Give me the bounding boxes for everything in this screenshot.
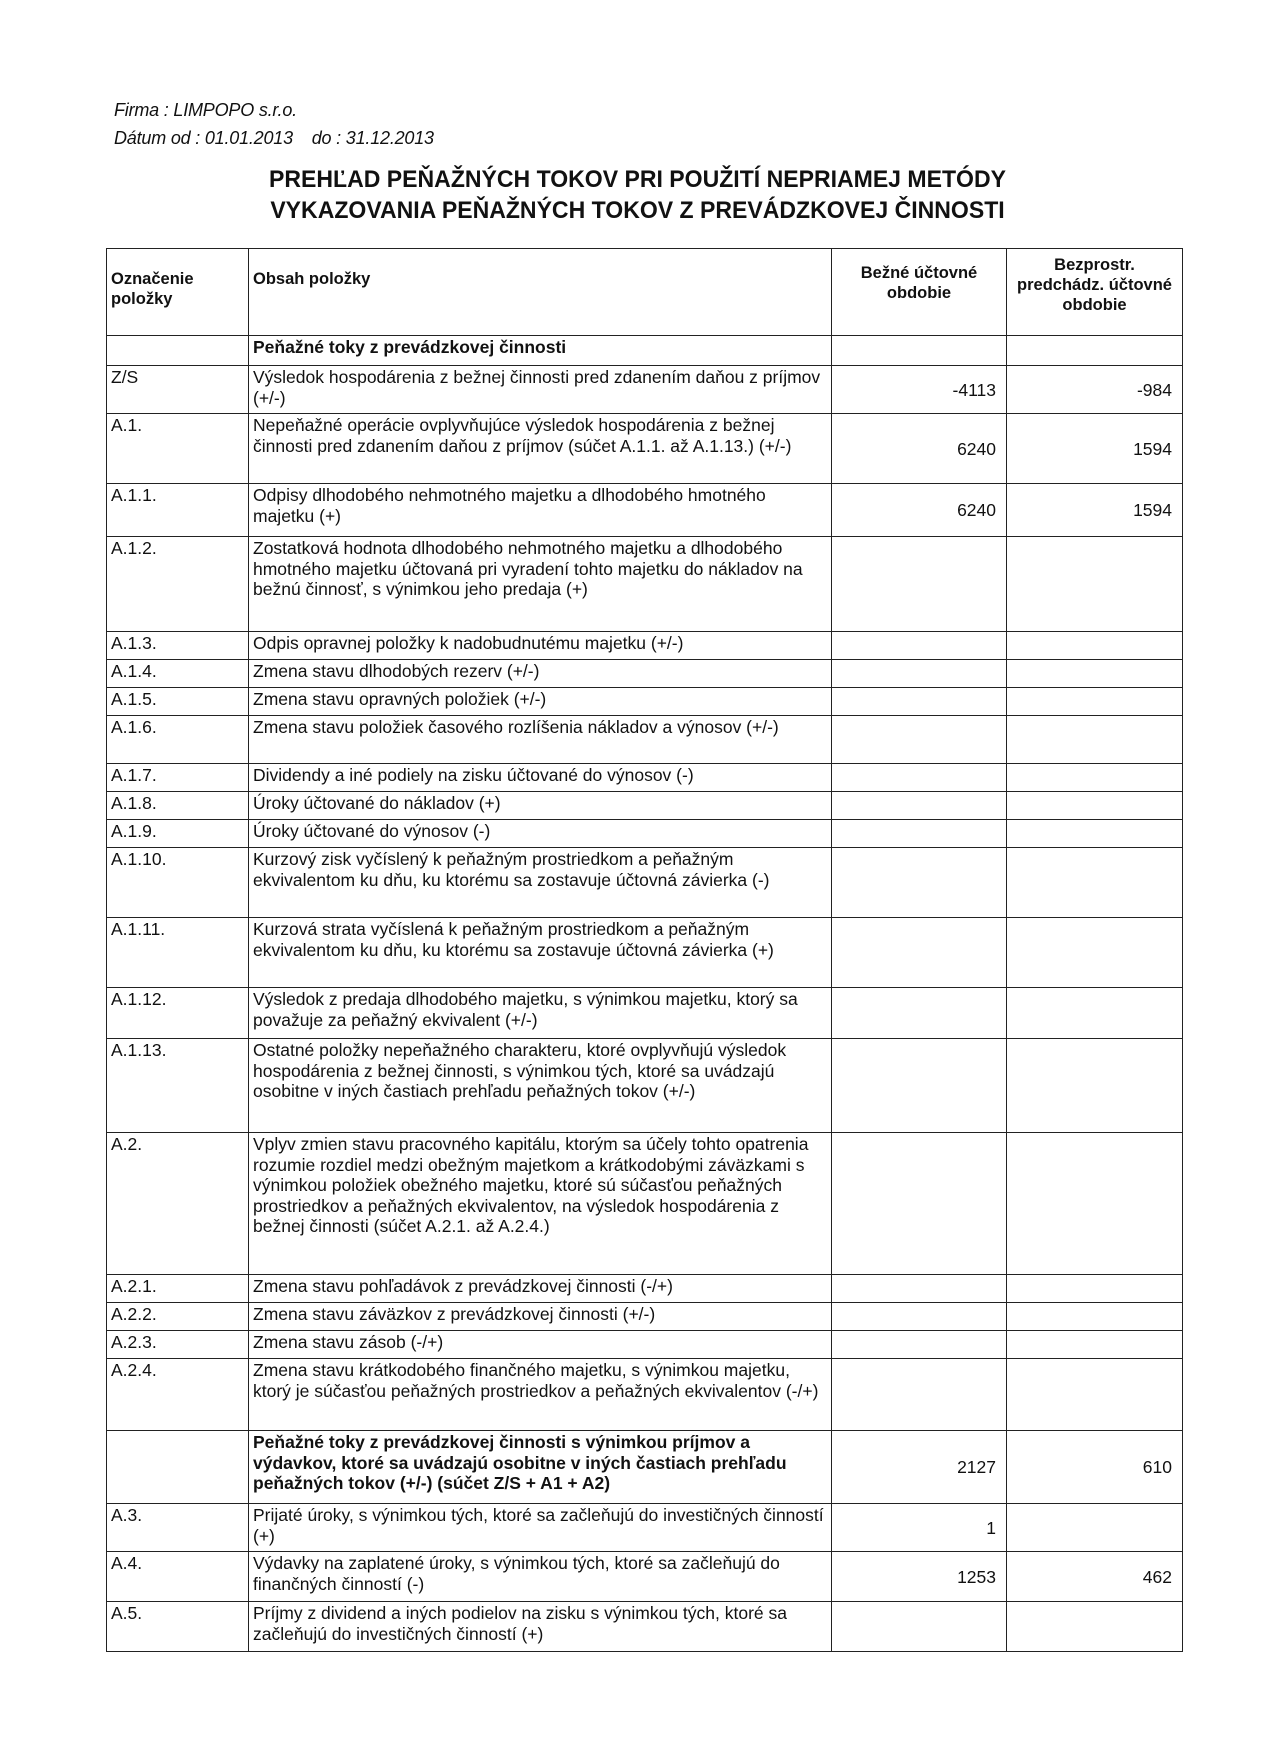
row-current-value [832,764,1007,792]
row-current-value [832,716,1007,764]
row-current-value [832,918,1007,988]
row-code: A.2.3. [107,1331,249,1359]
row-content: Nepeňažné operácie ovplyvňujúce výsledok hospodárenia z bežnej činnosti pred zdanením daňou z príjmov (súčet A.1.1. až A.1.13.) (+/-) [249,414,832,484]
row-code: A.1.1. [107,484,249,537]
row-code: A.5. [107,1602,249,1652]
column-header-content: Obsah položky [249,249,832,336]
row-previous-value [1007,660,1183,688]
table-row [107,1431,1183,1504]
row-previous-value [1007,1359,1183,1431]
table-row [107,988,1183,1039]
row-previous-value [1007,1303,1183,1331]
row-code: A.1.12. [107,988,249,1039]
row-previous-value [1007,792,1183,820]
row-content: Výsledok z predaja dlhodobého majetku, s výnimkou majetku, ktorý sa považuje za peňažný ekvivalent (+/-) [249,988,832,1039]
row-previous-value [1007,1039,1183,1133]
row-code: A.1. [107,414,249,484]
row-content: Príjmy z dividend a iných podielov na zisku s výnimkou tých, ktoré sa začleňujú do investičných činností (+) [249,1602,832,1652]
row-content: Odpisy dlhodobého nehmotného majetku a dlhodobého hmotného majetku (+) [249,484,832,537]
row-code: A.2. [107,1133,249,1275]
row-previous-value: 462 [1007,1552,1183,1602]
row-previous-value [1007,1602,1183,1652]
table-row [107,660,1183,688]
row-previous-value: 1594 [1007,484,1183,537]
row-code [107,1431,249,1504]
row-content: Zmena stavu dlhodobých rezerv (+/-) [249,660,832,688]
row-content: Zmena stavu pohľadávok z prevádzkovej činnosti (-/+) [249,1275,832,1303]
row-previous-value [1007,918,1183,988]
row-previous-value [1007,1331,1183,1359]
row-content: Dividendy a iné podiely na zisku účtované do výnosov (-) [249,764,832,792]
table-row [107,1275,1183,1303]
table-row [107,1039,1183,1133]
row-code: A.2.1. [107,1275,249,1303]
table-row [107,918,1183,988]
table-row [107,1602,1183,1652]
row-previous-value: -984 [1007,366,1183,414]
row-current-value: 1 [832,1504,1007,1552]
row-current-value: 6240 [832,414,1007,484]
row-current-value [832,1275,1007,1303]
row-code: A.1.10. [107,848,249,918]
row-previous-value [1007,632,1183,660]
table-row [107,688,1183,716]
row-current-value [832,1303,1007,1331]
row-code: A.1.3. [107,632,249,660]
row-current-value [832,1359,1007,1431]
row-content: Kurzová strata vyčíslená k peňažným prostriedkom a peňažným ekvivalentom ku dňu, ku ktorému sa zostavuje účtovná závierka (+) [249,918,832,988]
row-current-value [832,688,1007,716]
column-header-current: Bežné účtovné obdobie [832,249,1007,336]
row-current-value: 2127 [832,1431,1007,1504]
table-row [107,1331,1183,1359]
row-previous-value [1007,537,1183,632]
row-code: A.1.5. [107,688,249,716]
table-row [107,366,1183,414]
row-previous-value [1007,716,1183,764]
row-code [107,336,249,366]
row-previous-value [1007,848,1183,918]
row-code: A.1.4. [107,660,249,688]
row-current-value [832,848,1007,918]
row-current-value [832,537,1007,632]
table-row [107,792,1183,820]
row-code: A.1.2. [107,537,249,632]
row-previous-value [1007,1275,1183,1303]
table-row [107,1303,1183,1331]
row-previous-value [1007,688,1183,716]
row-code: A.1.6. [107,716,249,764]
row-content: Ostatné položky nepeňažného charakteru, ktoré ovplyvňujú výsledok hospodárenia z bežnej činnosti, s výnimkou tých, ktoré sa uvádzajú osobitne v iných častiach prehľadu peňažných tokov (+/-) [249,1039,832,1133]
cash-flow-table [106,248,1183,1652]
row-code: A.2.2. [107,1303,249,1331]
table-row [107,716,1183,764]
row-code: A.1.9. [107,820,249,848]
row-content: Zmena stavu položiek časového rozlíšenia nákladov a výnosov (+/-) [249,716,832,764]
row-current-value: -4113 [832,366,1007,414]
document-title [26,164,1250,226]
row-current-value [832,660,1007,688]
row-content: Prijaté úroky, s výnimkou tých, ktoré sa začleňujú do investičných činností (+) [249,1504,832,1552]
row-current-value [832,1602,1007,1652]
column-header-previous: Bezprostr. predchádz. účtovné obdobie [1007,249,1183,336]
row-code: Z/S [107,366,249,414]
row-previous-value [1007,1504,1183,1552]
row-code: A.1.13. [107,1039,249,1133]
row-code: A.1.8. [107,792,249,820]
table-row [107,1504,1183,1552]
table-row [107,632,1183,660]
row-current-value [832,1133,1007,1275]
row-content: Úroky účtované do výnosov (-) [249,820,832,848]
table-header-row [107,249,1183,336]
table-row [107,1359,1183,1431]
row-code: A.3. [107,1504,249,1552]
row-current-value [832,1331,1007,1359]
row-content: Vplyv zmien stavu pracovného kapitálu, ktorým sa účely tohto opatrenia rozumie rozdiel medzi obežným majetkom a krátkodobými záväzkami s výnimkou položiek obežného majetku, ktoré sú súčasťou peňažných prostriedkov a peňažných ekvivalentov, na výsledok hospodárenia z bežnej činnosti (súčet A.2.1. až A.2.4.) [249,1133,832,1275]
title-line-1: PREHĽAD PEŇAŽNÝCH TOKOV PRI POUŽITÍ NEPRIAMEJ METÓDY [269,166,1006,193]
row-current-value [832,632,1007,660]
row-previous-value [1007,820,1183,848]
row-current-value: 6240 [832,484,1007,537]
table-row [107,820,1183,848]
table-row [107,1133,1183,1275]
row-previous-value [1007,988,1183,1039]
row-content: Odpis opravnej položky k nadobudnutému majetku (+/-) [249,632,832,660]
table-row [107,848,1183,918]
row-current-value [832,820,1007,848]
row-previous-value [1007,764,1183,792]
row-current-value: 1253 [832,1552,1007,1602]
row-current-value [832,988,1007,1039]
table-row [107,336,1183,366]
row-previous-value: 1594 [1007,414,1183,484]
table-row [107,414,1183,484]
row-code: A.1.7. [107,764,249,792]
row-code: A.2.4. [107,1359,249,1431]
date-to: do : 31.12.2013 [311,128,434,148]
row-previous-value: 610 [1007,1431,1183,1504]
row-code: A.4. [107,1552,249,1602]
company-name: Firma : LIMPOPO s.r.o. [114,100,297,120]
row-content: Zmena stavu zásob (-/+) [249,1331,832,1359]
row-content: Zmena stavu opravných položiek (+/-) [249,688,832,716]
row-current-value [832,1039,1007,1133]
row-content: Peňažné toky z prevádzkovej činnosti s výnimkou príjmov a výdavkov, ktoré sa uvádzajú osobitne v iných častiach prehľadu peňažných tokov (+/-) (súčet Z/S + A1 + A2) [249,1431,832,1504]
row-code: A.1.11. [107,918,249,988]
row-previous-value [1007,1133,1183,1275]
date-range [114,128,448,149]
table-row [107,537,1183,632]
row-previous-value [1007,336,1183,366]
date-from: Dátum od : 01.01.2013 [114,128,293,148]
row-content: Kurzový zisk vyčíslený k peňažným prostriedkom a peňažným ekvivalentom ku dňu, ku ktorému sa zostavuje účtovná závierka (-) [249,848,832,918]
table-row [107,484,1183,537]
row-content: Výdavky na zaplatené úroky, s výnimkou tých, ktoré sa začleňujú do finančných činností (-) [249,1552,832,1602]
row-content: Zostatková hodnota dlhodobého nehmotného majetku a dlhodobého hmotného majetku účtovaná pri vyradení tohto majetku do nákladov na bežnú činnosť, s výnimkou jeho predaja (+) [249,537,832,632]
row-content: Zmena stavu krátkodobého finančného majetku, s výnimkou majetku, ktorý je súčasťou peňažných prostriedkov a peňažných ekvivalentov (-/+) [249,1359,832,1431]
row-content: Zmena stavu záväzkov z prevádzkovej činnosti (+/-) [249,1303,832,1331]
row-content: Peňažné toky z prevádzkovej činnosti [249,336,832,366]
row-content: Výsledok hospodárenia z bežnej činnosti pred zdanením daňou z príjmov (+/-) [249,366,832,414]
table-row [107,1552,1183,1602]
row-content: Úroky účtované do nákladov (+) [249,792,832,820]
title-line-2: VYKAZOVANIA PEŇAŽNÝCH TOKOV Z PREVÁDZKOVEJ ČINNOSTI [270,197,1005,224]
row-current-value [832,336,1007,366]
table-row [107,764,1183,792]
column-header-code: Označenie položky [107,249,249,336]
row-current-value [832,792,1007,820]
